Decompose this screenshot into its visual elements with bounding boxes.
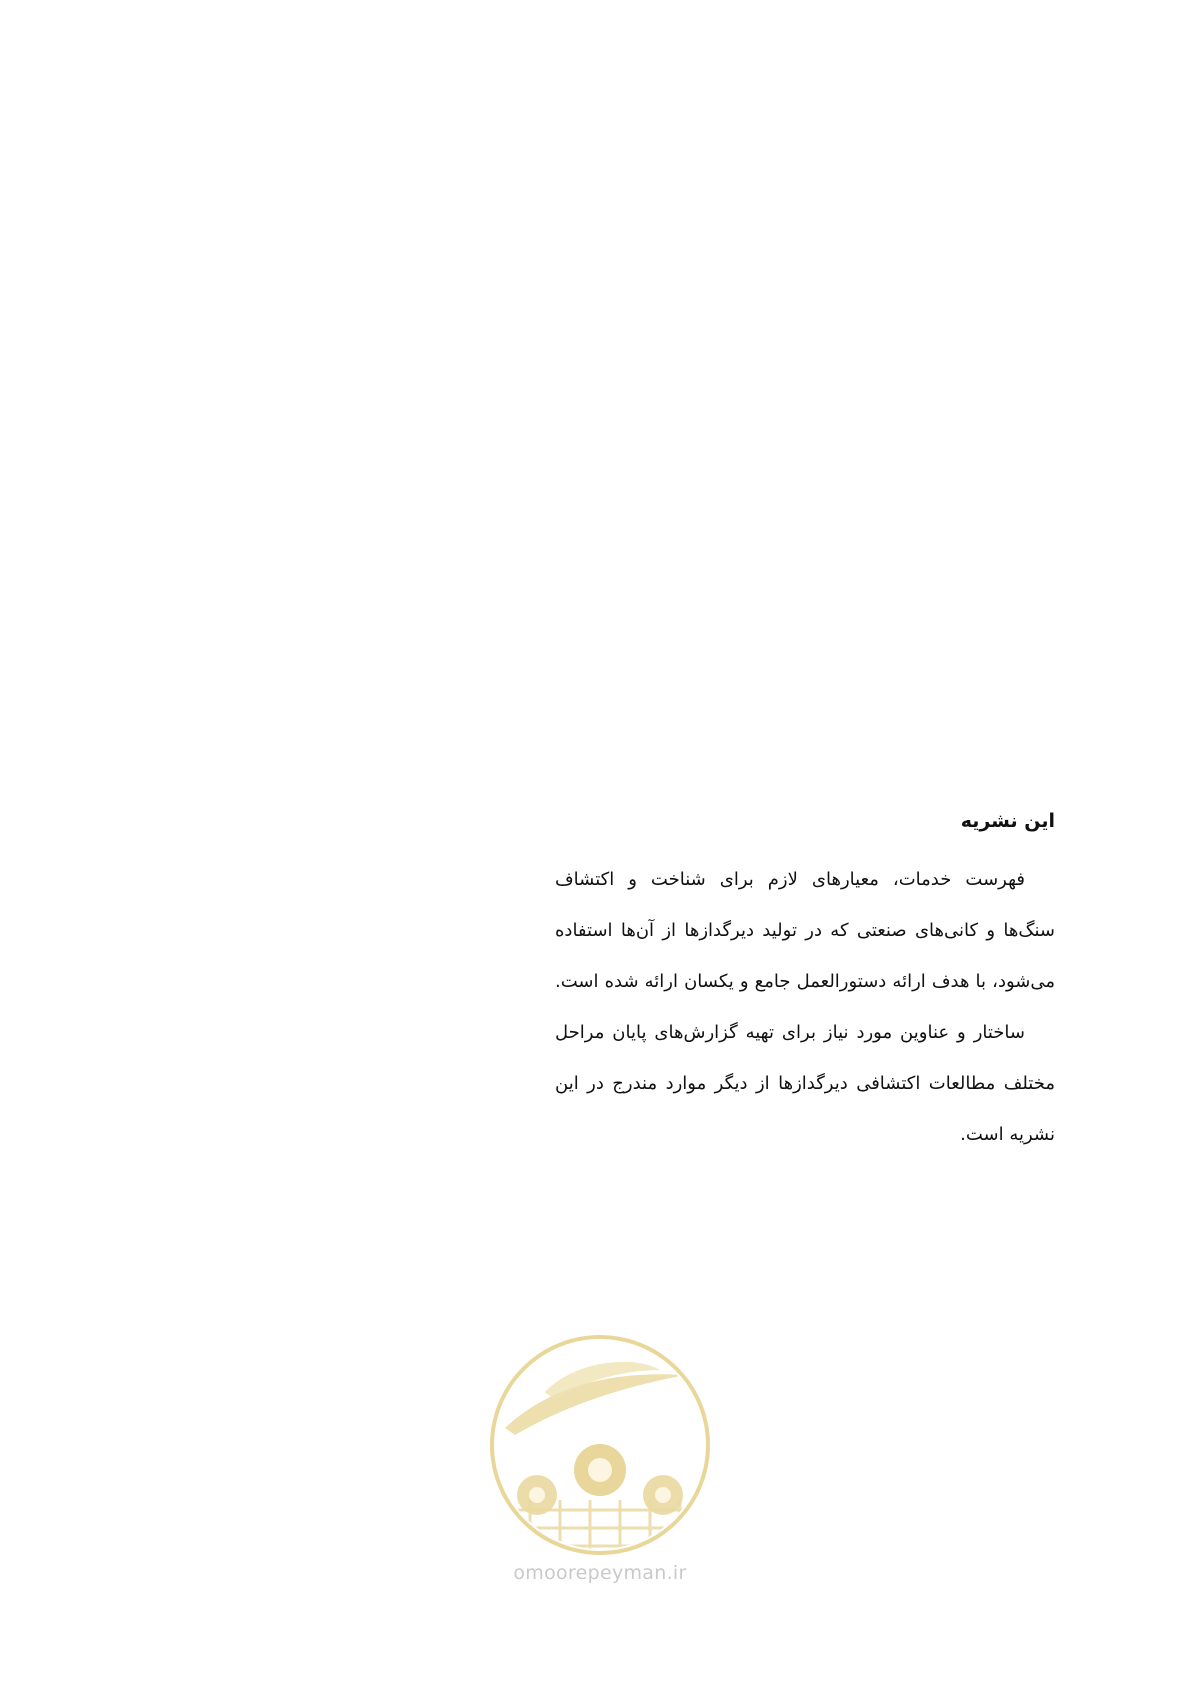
- about-section: [555, 808, 1055, 1160]
- paragraph2-line-1: ساختار و عناوین مورد نیاز برای تهیه گزارش‌های پایان مراحل: [555, 1022, 1025, 1043]
- watermark-logo: [485, 1330, 715, 1584]
- paragraph2-line-3: نشریه است.: [960, 1124, 1055, 1145]
- paragraph1-line-3: می‌شود، با هدف ارائه دستورالعمل جامع و یکسان ارائه شده است.: [555, 971, 1055, 992]
- paragraph1-line-1: فهرست خدمات، معیارهای لازم برای شناخت و اکتشاف: [555, 869, 1025, 890]
- about-title: این نشریه: [960, 810, 1055, 832]
- watermark-caption: omoorepeyman.ir: [513, 1562, 687, 1584]
- watermark-seal-icon: [485, 1330, 715, 1560]
- paragraph1-line-2: سنگ‌ها و کانی‌های صنعتی که در تولید دیرگدازها از آن‌ها استفاده: [555, 920, 1055, 941]
- paragraph2-line-2: مختلف مطالعات اکتشافی دیرگدازها از دیگر موارد مندرج در این: [555, 1073, 1055, 1094]
